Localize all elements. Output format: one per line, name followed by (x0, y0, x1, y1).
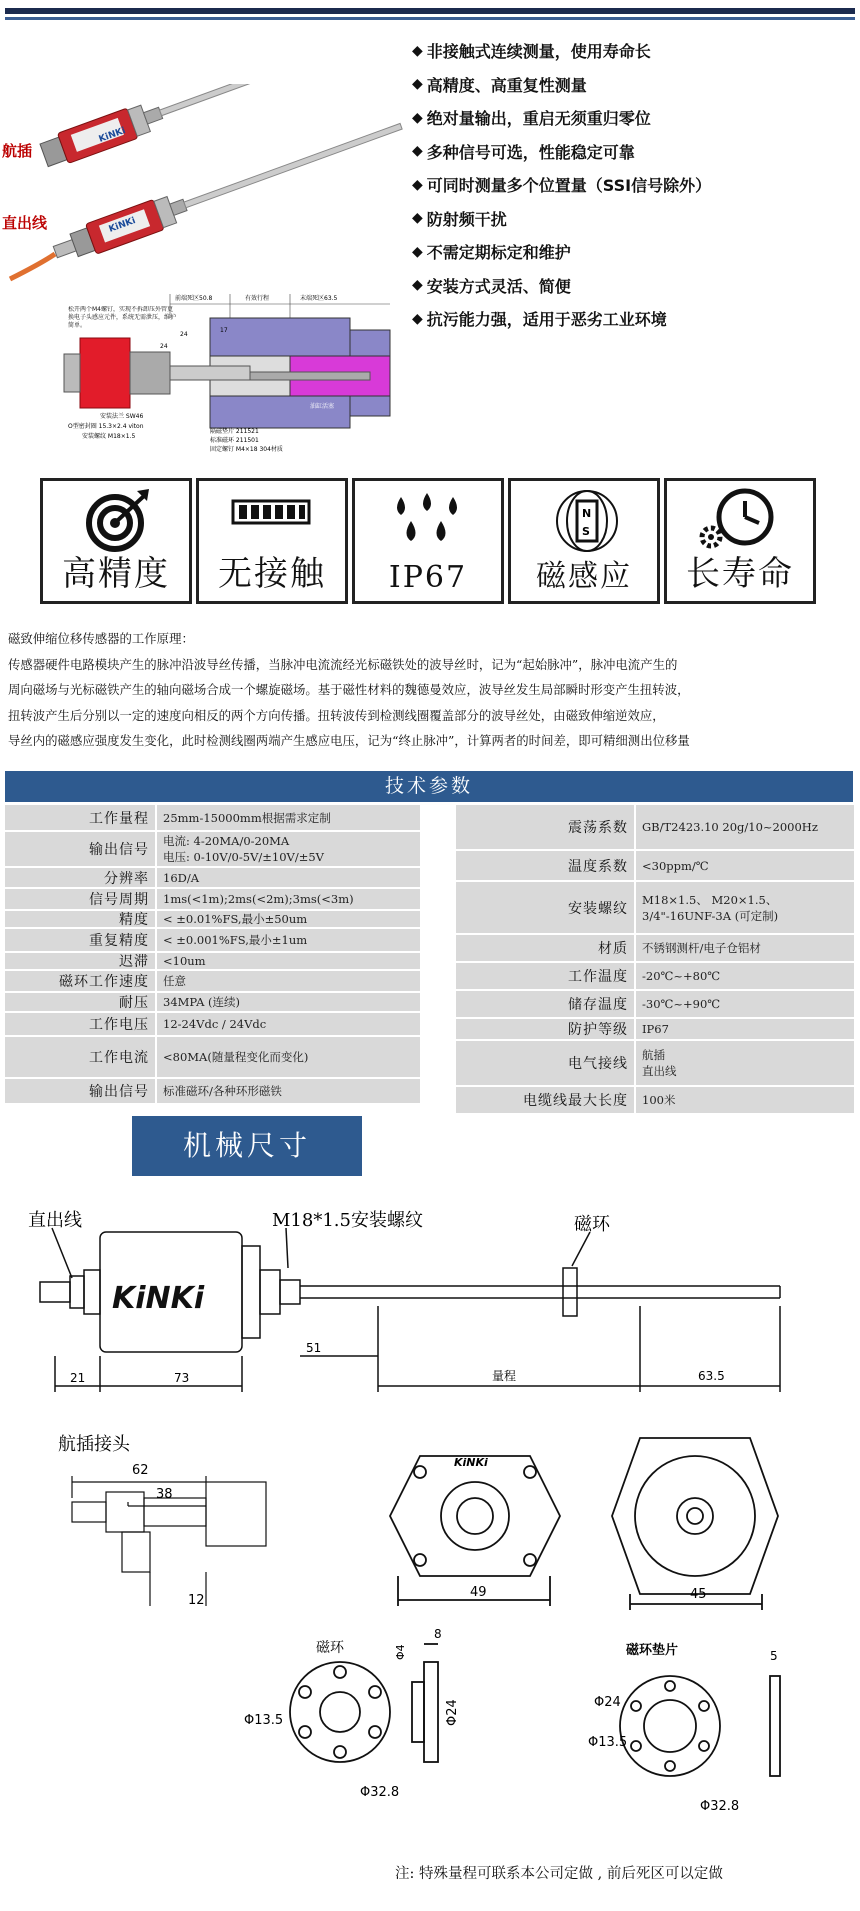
label-direct-line: 直出线 (28, 1210, 82, 1231)
tech-row (5, 832, 420, 866)
feature-item: ◆ 高精度、高重复性测量 (412, 75, 587, 95)
tech-param-value (636, 1087, 854, 1113)
top-bar-thin (5, 17, 855, 20)
tech-param-value (636, 882, 854, 933)
label-oil: 油缸活塞 (310, 403, 335, 410)
tech-param-value-line: GB/T2423.10 20g/10~2000Hz (642, 820, 818, 834)
tech-table-left (5, 805, 420, 1105)
tech-param-value-line: < ±0.001%FS,最小±1um (163, 933, 308, 947)
tech-param-label: 迟滞 (5, 953, 155, 969)
tech-param-value-line: -20℃~+80℃ (642, 969, 721, 983)
tech-param-value-line: 1ms(<1m);2ms(<2m);3ms(<3m) (163, 892, 354, 906)
dim-tail: 末端死区63.5 (300, 295, 338, 302)
tech-row (5, 993, 420, 1011)
tech-row (456, 991, 854, 1017)
tech-param-label: 重复精度 (5, 929, 155, 951)
tech-param-value-line: 25mm-15000mm根据需求定制 (163, 810, 331, 825)
tech-param-value-line: -30℃~+90℃ (642, 997, 721, 1011)
tech-param-label: 分辨率 (5, 868, 155, 887)
tech-row (456, 935, 854, 961)
label-spacer-2: 磁环垫片 (626, 1643, 679, 1658)
label-thread: 安装螺纹 M18×1.5 (82, 433, 136, 440)
tech-param-value (157, 868, 420, 887)
label-aviation: 航插 (2, 142, 33, 160)
tech-param-value-line: 12-24Vdc / 24Vdc (163, 1017, 267, 1031)
svg-text:N: N (582, 507, 592, 520)
tech-row (5, 1079, 420, 1103)
tech-param-label: 工作电流 (5, 1037, 155, 1077)
icon-label: 磁感应 (536, 559, 632, 594)
icon-card-longlife (664, 478, 816, 604)
tech-param-value (636, 963, 854, 989)
dim-5: 5 (770, 1649, 778, 1663)
tech-param-value-line: 标准磁环/各种环形磁铁 (163, 1084, 282, 1098)
magnet-icon (553, 487, 623, 555)
label-direct: 直出线 (2, 214, 48, 232)
label-magnet: 标准磁环 211501 (210, 437, 259, 444)
tech-row (5, 889, 420, 909)
mech-dims-title: 机械尺寸 (132, 1116, 362, 1176)
tech-param-value-line: 16D/A (163, 870, 200, 885)
tech-param-value-line: 直出线 (642, 1064, 677, 1078)
tech-param-value (157, 805, 420, 830)
label-magnet-ring: 磁环 (574, 1214, 610, 1235)
tech-row (456, 963, 854, 989)
tech-param-value-line: <30ppm/℃ (642, 858, 709, 873)
clock-gear-icon (695, 487, 785, 553)
feature-icons (40, 478, 820, 604)
working-principle (8, 626, 858, 754)
tech-params-title: 技术参数 (5, 771, 853, 802)
dim-phi135-a: Φ13.5 (244, 1713, 284, 1728)
feature-item: ◆ 非接触式连续测量，使用寿命长 (412, 42, 651, 62)
dim-51: 51 (306, 1341, 322, 1355)
tech-param-value (636, 1041, 854, 1085)
dim-8: 8 (434, 1627, 442, 1641)
tech-param-value (636, 991, 854, 1017)
dim-21: 21 (70, 1371, 86, 1385)
brand-logo-2: KiNKi (107, 215, 138, 235)
icon-card-ip67 (352, 478, 504, 604)
dim-phi24-a: Φ24 (445, 1699, 460, 1726)
dim-phi135-b: Φ13.5 (588, 1735, 628, 1750)
tech-param-value (636, 851, 854, 880)
install-diagram (60, 288, 412, 458)
target-icon (83, 487, 153, 553)
dim-24b: 24 (160, 343, 168, 350)
dim-62: 62 (132, 1463, 149, 1478)
tech-row (5, 911, 420, 927)
label-install-face: 安装法兰 SW46 (100, 413, 144, 420)
principle-line: 周向磁场与光标磁铁产生的轴向磁场合成一个螺旋磁场。基于磁性材料的魏德曼效应，波导丝发生局部瞬时形变产生扭转波， (8, 682, 690, 697)
tech-param-value (157, 911, 420, 927)
dim-phi328-a: Φ32.8 (360, 1785, 400, 1800)
tech-row (5, 953, 420, 969)
icon-label: 无接触 (218, 554, 326, 594)
icon-label: IP67 (388, 560, 468, 595)
tech-row (456, 1041, 854, 1085)
tech-param-label: 输出信号 (5, 1079, 155, 1103)
tech-param-label: 磁环工作速度 (5, 971, 155, 991)
tech-param-label: 电气接线 (456, 1041, 634, 1085)
tech-param-value-line: 不锈钢测杆/电子仓铝材 (642, 941, 761, 955)
dim-45: 45 (690, 1587, 707, 1602)
tech-param-value-line: IP67 (642, 1022, 669, 1036)
label-ring-2: 磁环 (316, 1640, 344, 1656)
feature-item: ◆ 安装方式灵活、简便 (412, 276, 571, 296)
tech-param-label: 工作量程 (5, 805, 155, 830)
label-m18-thread: M18*1.5安装螺纹 (272, 1210, 423, 1231)
tech-param-value (157, 1013, 420, 1035)
dim-head: 前端死区50.8 (175, 295, 213, 302)
dim-stroke: 有效行程 (245, 295, 270, 302)
tech-param-value (157, 971, 420, 991)
label-screw: 固定螺钉 M4×18 304材质 (210, 446, 283, 453)
tech-param-label: 信号周期 (5, 889, 155, 909)
tech-param-value-line: 电压: 0-10V/0-5V/±10V/±5V (163, 850, 324, 864)
tech-param-label: 输出信号 (5, 832, 155, 866)
footer-note: 注: 特殊量程可联系本公司定做 , 前后死区可以定做 (395, 1866, 723, 1882)
dim-635: 63.5 (698, 1369, 725, 1383)
principle-line: 传感器硬件电路模块产生的脉冲沿波导丝传播，当脉冲电流流经光标磁铁处的波导丝时，记为“起始脉冲”，脉冲电流产生的 (8, 656, 678, 672)
feature-item: ◆ 绝对量输出，重启无须重归零位 (412, 109, 651, 129)
principle-line: 导丝内的磁感应强度发生变化，此时检测线圈两端产生感应电压，记为“终止脉冲”，计算两者的时间差，即可精细测出位移量 (8, 733, 690, 748)
tech-param-value (157, 832, 420, 866)
tech-row (5, 929, 420, 951)
tech-param-label: 储存温度 (456, 991, 634, 1017)
dim-38: 38 (156, 1487, 173, 1502)
feature-item: ◆ 不需定期标定和维护 (412, 243, 571, 263)
mech-drawing (0, 1186, 860, 1876)
dim-24a: 24 (180, 331, 188, 338)
feature-item: ◆ 防射频干扰 (412, 209, 507, 229)
dim-49: 49 (470, 1585, 487, 1600)
dim-12: 12 (188, 1593, 205, 1608)
tech-param-label: 工作温度 (456, 963, 634, 989)
brand-logo-head: KiNKi (454, 1456, 488, 1469)
dim-phi328-b: Φ32.8 (700, 1799, 740, 1814)
feature-item: ◆ 抗污能力强，适用于恶劣工业环境 (412, 310, 667, 330)
tech-param-value-line: 电流: 4-20MA/0-20MA (163, 834, 290, 848)
tech-param-label: 震荡系数 (456, 805, 634, 849)
dim-phi24-b: Φ24 (594, 1695, 621, 1710)
principle-title: 磁致伸缩位移传感器的工作原理： (8, 631, 194, 646)
tech-param-value (636, 805, 854, 849)
feature-list (412, 34, 852, 336)
tech-row (5, 971, 420, 991)
tech-param-value (636, 935, 854, 961)
icon-card-contactless (196, 478, 348, 604)
tech-param-value (157, 1079, 420, 1103)
tech-row (456, 1019, 854, 1039)
tech-param-label: 材质 (456, 935, 634, 961)
dim-73: 73 (174, 1371, 190, 1385)
brand-logo: KiNKi (112, 1281, 205, 1316)
diagram-note: 松开两个M4螺钉，实现不拆卸压外管更换电子头感应元件，系统无需泄压，维护简单。 (68, 306, 177, 329)
tech-row (5, 1013, 420, 1035)
icon-label: 高精度 (62, 554, 170, 594)
tech-row (456, 882, 854, 933)
sensor-aviation-image (39, 84, 398, 170)
label-spacer: 隔磁垫片 211521 (210, 428, 259, 435)
tech-param-value-line: 34MPA (连续) (163, 995, 241, 1009)
tech-param-value-line: 航插 (642, 1048, 665, 1062)
dim-range: 量程 (492, 1369, 517, 1383)
tech-param-value-line: 100米 (642, 1093, 676, 1107)
tech-param-value-line: M18×1.5、 M20×1.5、 (642, 892, 778, 907)
tech-param-label: 工作电压 (5, 1013, 155, 1035)
tech-param-value (157, 889, 420, 909)
tech-param-value-line: 3/4"-16UNF-3A (可定制) (642, 908, 779, 923)
tech-param-label: 温度系数 (456, 851, 634, 880)
principle-line: 扭转波产生后分别以一定的速度向相反的两个方向传播。扭转波传到检测线圈覆盖部分的波导丝处，由磁致伸缩逆效应， (8, 707, 665, 723)
dim-17: 17 (220, 327, 228, 334)
top-bar (5, 8, 855, 14)
label-oring: O型密封圈 15.3×2.4 viton (68, 423, 144, 430)
tech-param-value-line: <10um (163, 954, 206, 968)
tech-row (5, 1037, 420, 1077)
tech-param-value-line: 任意 (163, 974, 186, 988)
tech-param-value (157, 929, 420, 951)
icon-label: 长寿命 (686, 554, 794, 594)
tech-param-label: 安装螺纹 (456, 882, 634, 933)
tech-param-value (157, 993, 420, 1011)
tech-row (5, 805, 420, 830)
dim-phi4: Φ4 (394, 1644, 407, 1660)
tech-param-value-line: <80MA(随量程变化而变化) (163, 1050, 309, 1064)
tech-param-label: 精度 (5, 911, 155, 927)
feature-item: ◆ 多种信号可选，性能稳定可靠 (412, 142, 635, 162)
tech-row (456, 1087, 854, 1113)
tech-param-value-line: < ±0.01%FS,最小±50um (163, 912, 308, 926)
tech-param-value (157, 953, 420, 969)
icon-card-precision (40, 478, 192, 604)
svg-text:S: S (582, 525, 590, 538)
brand-logo-1: KiNKi (97, 125, 128, 145)
feature-item: ◆ 可同时测量多个位置量（SSI信号除外） (412, 176, 712, 196)
water-drops-icon (387, 487, 467, 549)
tech-param-label: 耐压 (5, 993, 155, 1011)
tech-table-right (456, 805, 854, 1115)
tech-param-label: 防护等级 (456, 1019, 634, 1039)
tech-row (5, 868, 420, 887)
tech-param-label: 电缆线最大长度 (456, 1087, 634, 1113)
label-connector: 航插接头 (58, 1434, 130, 1455)
tech-param-value (636, 1019, 854, 1039)
tech-param-value (157, 1037, 420, 1077)
icon-card-magnetic (508, 478, 660, 604)
tech-row (456, 851, 854, 880)
tech-row (456, 805, 854, 849)
